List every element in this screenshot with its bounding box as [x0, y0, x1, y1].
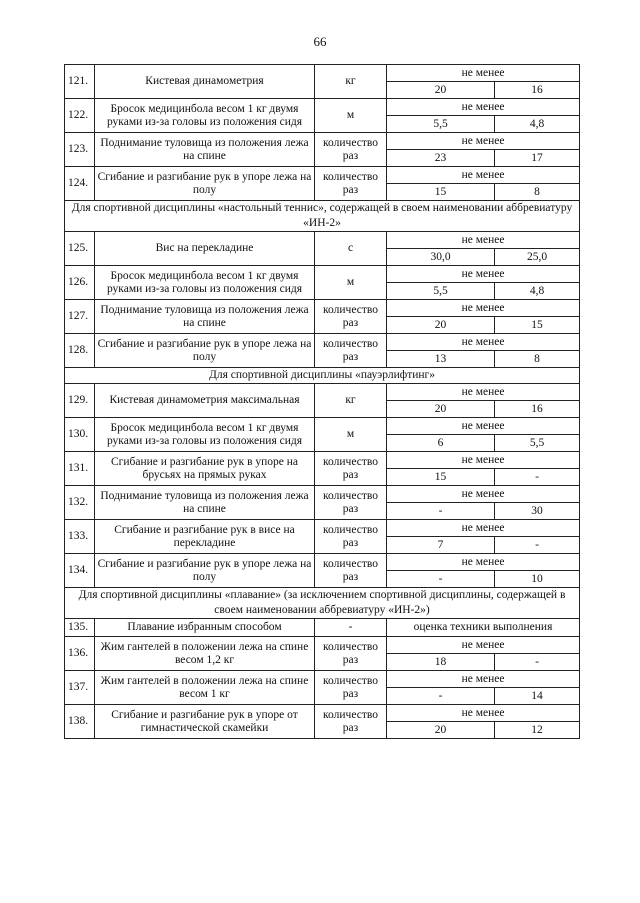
unit-cell: кг — [315, 65, 387, 99]
norm-header: не менее — [387, 232, 580, 249]
value-cell-1: 20 — [387, 722, 495, 739]
row-number: 137. — [65, 671, 95, 705]
norm-header: не менее — [387, 384, 580, 401]
unit-cell: количество раз — [315, 486, 387, 520]
section-heading: Для спортивной дисциплины «пауэрлифтинг» — [65, 368, 580, 384]
value-cell-2: 8 — [495, 351, 580, 368]
unit-cell: количество раз — [315, 167, 387, 201]
test-name: Сгибание и разгибание рук в упоре на брусьях на прямых руках — [95, 452, 315, 486]
value-cell-1: 18 — [387, 654, 495, 671]
row-number: 125. — [65, 232, 95, 266]
value-cell-2: - — [495, 469, 580, 486]
row-number: 138. — [65, 705, 95, 739]
value-cell-2: 8 — [495, 184, 580, 201]
test-name: Сгибание и разгибание рук в висе на перекладине — [95, 520, 315, 554]
row-number: 123. — [65, 133, 95, 167]
unit-cell: количество раз — [315, 334, 387, 368]
norm-header: не менее — [387, 452, 580, 469]
row-number: 128. — [65, 334, 95, 368]
norms-table — [64, 64, 580, 739]
test-name: Сгибание и разгибание рук в упоре лежа на полу — [95, 334, 315, 368]
test-name: Бросок медицинбола весом 1 кг двумя руками из-за головы из положения сидя — [95, 266, 315, 300]
test-name: Бросок медицинбола весом 1 кг двумя руками из-за головы из положения сидя — [95, 99, 315, 133]
value-cell-2: 10 — [495, 571, 580, 588]
value-cell-1: 15 — [387, 184, 495, 201]
value-cell-2: - — [495, 537, 580, 554]
norm-header: не менее — [387, 554, 580, 571]
row-number: 129. — [65, 384, 95, 418]
unit-cell: кг — [315, 384, 387, 418]
value-cell-1: 6 — [387, 435, 495, 452]
value-cell-1: - — [387, 688, 495, 705]
norm-header: не менее — [387, 300, 580, 317]
value-cell-1: 20 — [387, 401, 495, 418]
value-cell-2: 14 — [495, 688, 580, 705]
norm-header: не менее — [387, 705, 580, 722]
assessment-cell: оценка техники выполнения — [387, 619, 580, 637]
unit-cell: количество раз — [315, 637, 387, 671]
unit-cell: м — [315, 418, 387, 452]
table-row — [65, 671, 580, 688]
value-cell-1: 13 — [387, 351, 495, 368]
norm-header: не менее — [387, 167, 580, 184]
test-name: Вис на перекладине — [95, 232, 315, 266]
norm-header: не менее — [387, 133, 580, 150]
value-cell-1: 20 — [387, 317, 495, 334]
value-cell-1: 23 — [387, 150, 495, 167]
unit-cell: м — [315, 266, 387, 300]
table-row — [65, 384, 580, 401]
norm-header: не менее — [387, 99, 580, 116]
value-cell-1: 20 — [387, 82, 495, 99]
test-name: Сгибание и разгибание рук в упоре от гимнастической скамейки — [95, 705, 315, 739]
value-cell-2: 16 — [495, 401, 580, 418]
table-row — [65, 637, 580, 654]
test-name: Плавание избранным способом — [95, 619, 315, 637]
unit-cell: с — [315, 232, 387, 266]
value-cell-1: - — [387, 503, 495, 520]
value-cell-2: 25,0 — [495, 249, 580, 266]
row-number: 134. — [65, 554, 95, 588]
table-row — [65, 99, 580, 116]
row-number: 130. — [65, 418, 95, 452]
unit-cell: м — [315, 99, 387, 133]
row-number: 122. — [65, 99, 95, 133]
value-cell-2: 4,8 — [495, 116, 580, 133]
table-row — [65, 65, 580, 82]
value-cell-2: 30 — [495, 503, 580, 520]
unit-cell: количество раз — [315, 554, 387, 588]
unit-cell: количество раз — [315, 705, 387, 739]
row-number: 121. — [65, 65, 95, 99]
norm-header: не менее — [387, 65, 580, 82]
value-cell-1: - — [387, 571, 495, 588]
norm-header: не менее — [387, 486, 580, 503]
page-number: 66 — [313, 34, 327, 49]
value-cell-2: 5,5 — [495, 435, 580, 452]
test-name: Поднимание туловища из положения лежа на спине — [95, 133, 315, 167]
norm-header: не менее — [387, 520, 580, 537]
section-row — [65, 588, 580, 619]
value-cell-1: 5,5 — [387, 283, 495, 300]
test-name: Жим гантелей в положении лежа на спине весом 1 кг — [95, 671, 315, 705]
unit-cell: количество раз — [315, 671, 387, 705]
norm-header: не менее — [387, 671, 580, 688]
test-name: Сгибание и разгибание рук в упоре лежа на полу — [95, 554, 315, 588]
test-name: Бросок медицинбола весом 1 кг двумя руками из-за головы из положения сидя — [95, 418, 315, 452]
table-row — [65, 418, 580, 435]
unit-cell: - — [315, 619, 387, 637]
row-number: 135. — [65, 619, 95, 637]
row-number: 132. — [65, 486, 95, 520]
section-row — [65, 368, 580, 384]
table-row — [65, 300, 580, 317]
table-row — [65, 520, 580, 537]
unit-cell: количество раз — [315, 520, 387, 554]
table-row — [65, 619, 580, 637]
table-row — [65, 486, 580, 503]
table-row — [65, 266, 580, 283]
value-cell-2: 12 — [495, 722, 580, 739]
test-name: Сгибание и разгибание рук в упоре лежа на полу — [95, 167, 315, 201]
value-cell-1: 7 — [387, 537, 495, 554]
norm-header: не менее — [387, 637, 580, 654]
table-row — [65, 167, 580, 184]
norm-header: не менее — [387, 418, 580, 435]
unit-cell: количество раз — [315, 452, 387, 486]
section-row — [65, 201, 580, 232]
test-name: Поднимание туловища из положения лежа на спине — [95, 300, 315, 334]
norm-header: не менее — [387, 334, 580, 351]
table-row — [65, 554, 580, 571]
table-row — [65, 334, 580, 351]
value-cell-1: 30,0 — [387, 249, 495, 266]
row-number: 136. — [65, 637, 95, 671]
value-cell-2: 16 — [495, 82, 580, 99]
test-name: Поднимание туловища из положения лежа на спине — [95, 486, 315, 520]
value-cell-1: 15 — [387, 469, 495, 486]
table-row — [65, 232, 580, 249]
value-cell-2: 4,8 — [495, 283, 580, 300]
test-name: Кистевая динамометрия — [95, 65, 315, 99]
table-row — [65, 452, 580, 469]
value-cell-2: - — [495, 654, 580, 671]
unit-cell: количество раз — [315, 133, 387, 167]
row-number: 126. — [65, 266, 95, 300]
row-number: 131. — [65, 452, 95, 486]
row-number: 124. — [65, 167, 95, 201]
unit-cell: количество раз — [315, 300, 387, 334]
row-number: 127. — [65, 300, 95, 334]
row-number: 133. — [65, 520, 95, 554]
table-row — [65, 705, 580, 722]
table-row — [65, 133, 580, 150]
test-name: Кистевая динамометрия максимальная — [95, 384, 315, 418]
section-heading: Для спортивной дисциплины «настольный теннис», содержащей в своем наименовании аббревиатуру «ИН-2» — [65, 201, 580, 232]
section-heading: Для спортивной дисциплины «плавание» (за исключением спортивной дисциплины, содержащей в своем наименовании аббревиатуру «ИН-2») — [65, 588, 580, 619]
value-cell-2: 15 — [495, 317, 580, 334]
value-cell-2: 17 — [495, 150, 580, 167]
norm-header: не менее — [387, 266, 580, 283]
test-name: Жим гантелей в положении лежа на спине весом 1,2 кг — [95, 637, 315, 671]
value-cell-1: 5,5 — [387, 116, 495, 133]
